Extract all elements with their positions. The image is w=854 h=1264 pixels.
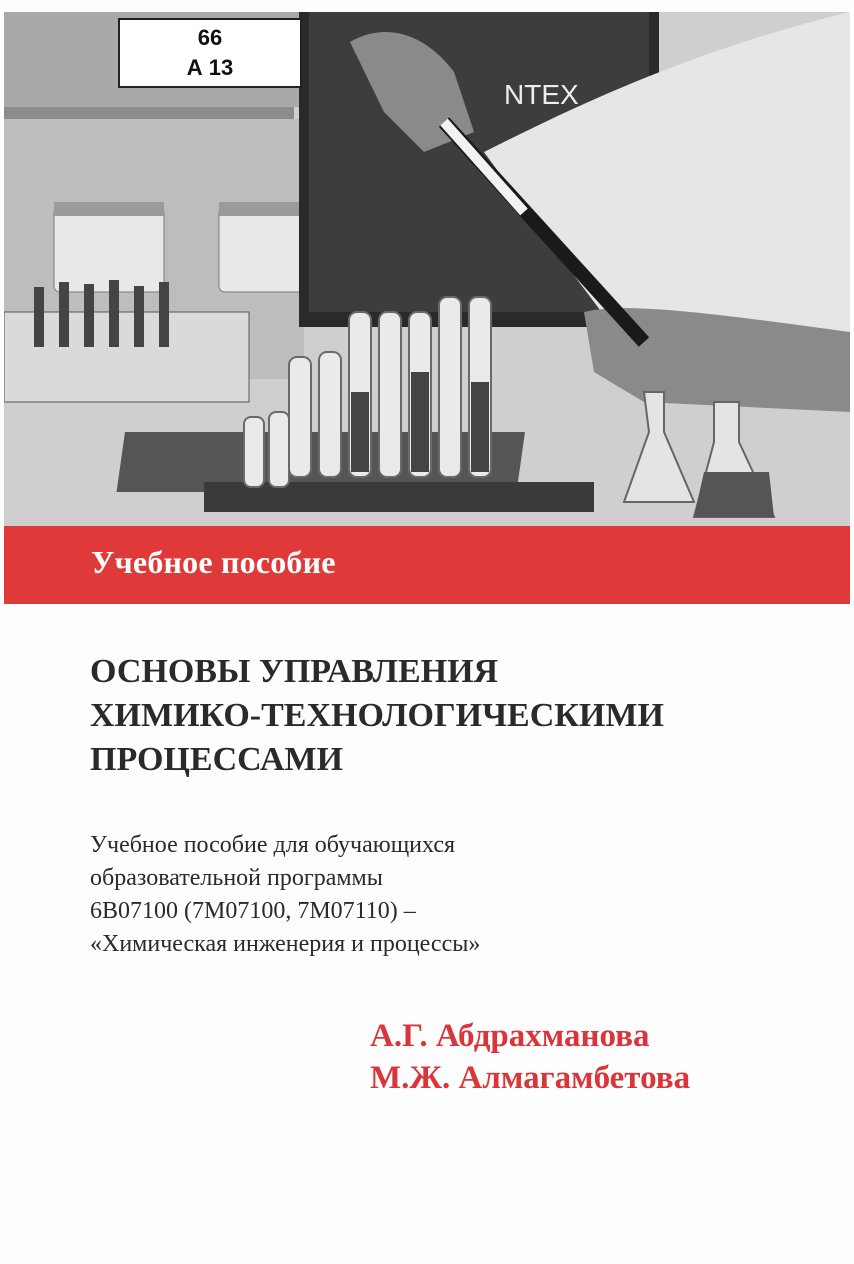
subtitle-line: 6В07100 (7М07100, 7М07110) – [90, 898, 416, 924]
subtitle-line: образовательной программы [90, 865, 383, 891]
title-line: ПРОЦЕССАМИ [90, 741, 344, 778]
authors [370, 1015, 690, 1099]
subtitle-line: «Химическая инженерия и процессы» [90, 931, 481, 957]
author-name: А.Г. Абдрахманова [370, 1018, 650, 1054]
book-title [90, 650, 664, 782]
author-name: М.Ж. Алмагамбетова [370, 1060, 691, 1096]
title-line: ХИМИКО-ТЕХНОЛОГИЧЕСКИМИ [90, 697, 664, 734]
genre-label: Учебное пособие [91, 544, 336, 580]
laboratory-photo [4, 12, 850, 526]
title-line: ОСНОВЫ УПРАВЛЕНИЯ [90, 653, 499, 690]
library-classification-label [118, 18, 302, 88]
book-subtitle [90, 829, 480, 961]
author-mark: А 13 [186, 55, 234, 80]
genre-band [4, 526, 850, 604]
monitor-text: NTEX [504, 79, 579, 110]
subtitle-line: Учебное пособие для обучающихся [90, 832, 456, 858]
classification-code: 66 [197, 25, 223, 50]
